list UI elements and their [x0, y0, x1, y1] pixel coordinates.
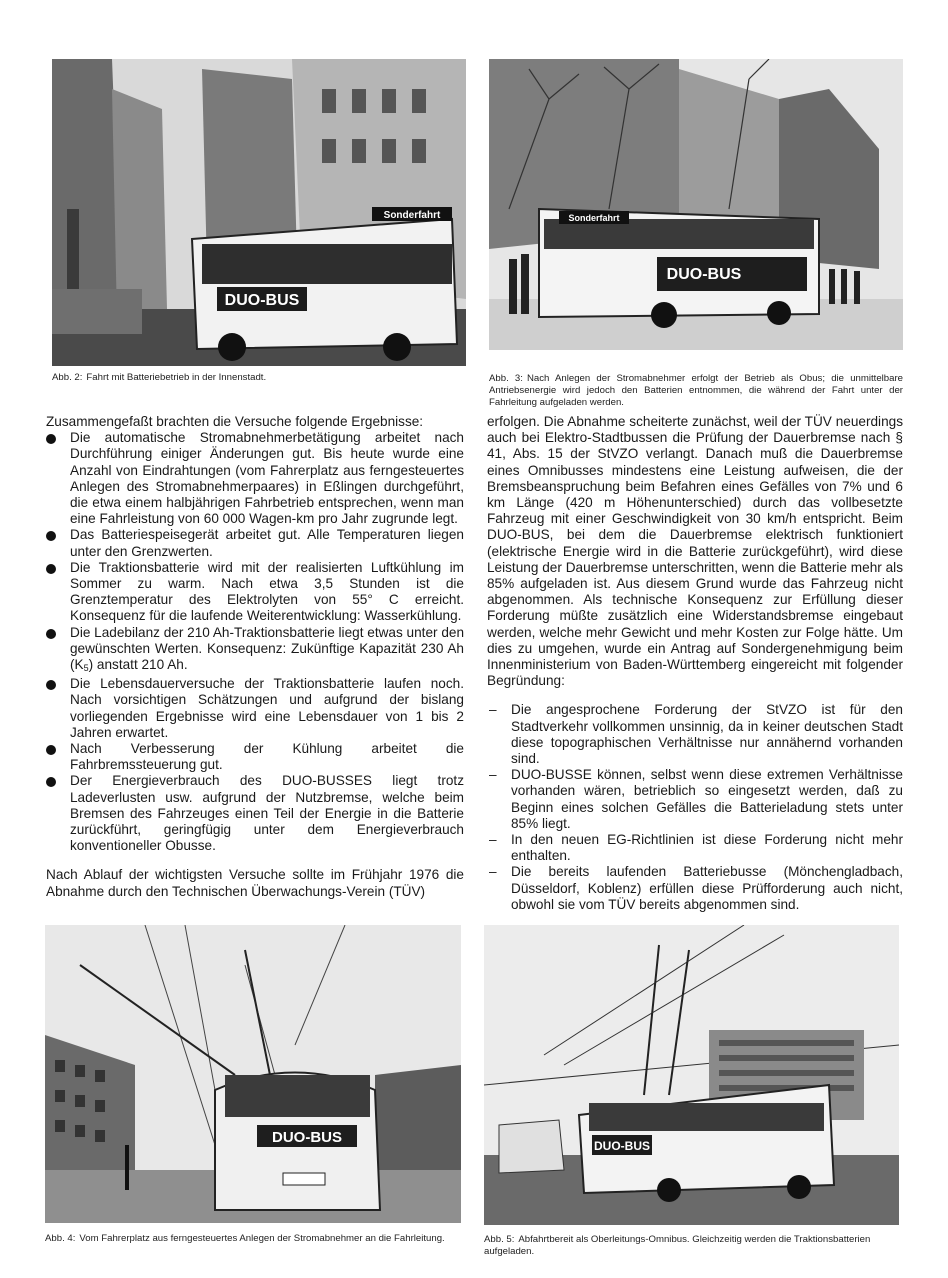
result-item-1-text: Die automatische Stromabnehmerbetätigung arbeitet nach Durchführung einiger Änderungen gut. Bis heute wurde eine Anzahl von Eindrahtungen (vom Fahrerplatz aus ferngesteuertes Anlegen des Stromabnehmerpaares) in Eßlingen durchgeführt, die etwa einem halbjährigen Fahrbetrieb entsprechen, wenn man eine Fahrleistung von 60 000 Wagen-km pro Jahr zugrunde legt. — [70, 430, 464, 527]
bullet-icon — [46, 777, 56, 787]
justification-item-3-text: In den neuen EG-Richtlinien ist diese Forderung nicht mehr enthalten. — [511, 832, 903, 864]
caption-abb-5 — [484, 1234, 899, 1258]
bullet-icon — [46, 680, 56, 690]
result-item-7-text: Der Energieverbrauch des DUO-BUSSES liegt trotz Ladeverlusten usw. aufgrund der Nutzbremse, welche beim Bremsen des Fahrzeuges einen Teil der Energie in die Batterie zurückführt, geringfügig unter dem Energieverbrauch konventioneller Obusse. — [70, 773, 464, 854]
right-paragraph: erfolgen. Die Abnahme scheiterte zunächst, weil der TÜV neuerdings auch bei Elektro-Stadtbussen die Prüfung der Dauerbremse nach § 41, Abs. 15 der StVZO verlangt. Danach muß die Dauerbremse eines Omnibusses mindestens eine Leistung aufweisen, die der Bremsbeanspruchung beim Befahren eines Gefälles von 7% und 6 km Länge (420 m Höhenunterschied) durch das vollbesetzte Fahrzeug mit einer Geschwindigkeit von 30 km/h entspricht. Beim DUO-BUS, bei dem die Dauerbremse elektrisch funktioniert (elektrische Energie wird in die Batterie zurückgeführt), wird diese Leistung der Dauerbremse unterschritten, wenn die Batterie mehr als 85% aufgeladen ist. Aus diesem Grund wurde das Fahrzeug nicht abgenommen. Als technische Konsequenz zur Erfüllung dieser Forderung müßte zusätzlich eine Widerstandsbremse eingebaut werden, welche mehr Gewicht und mehr Kosten zur Folge hätte. Um dies zu umgehen, wurde ein Antrag auf Sondergenehmigung beim Innenministerium von Baden-Württemberg eingereicht mit folgender Begründung: — [487, 414, 903, 689]
result-item-3-text: Die Traktionsbatterie wird mit der realisierten Luftkühlung im Sommer zu warm. Nach etwa 3,5 Stunden ist die Grenztemperatur des Elektrolyten von 55° C erreicht. Konsequenz für die laufende Weiterentwicklung: Wasserkühlung. — [70, 559, 464, 624]
photo-abb-4-drawing — [45, 925, 461, 1223]
left-intro: Zusammengefaßt brachten die Versuche folgende Ergebnisse: — [46, 414, 424, 429]
caption-abb-3-text: Nach Anlegen der Stromabnehmer erfolgt der Betrieb als Obus; die unmittelbare Antriebsenergie wird jedoch den Batterien entnommen, die während der Fahrt unter der Fahrleitung aufgeladen werden. — [489, 373, 904, 408]
photo-abb-4-bus-sign: DUO-BUS — [272, 1129, 342, 1146]
bullet-icon — [46, 745, 56, 755]
result-item-4-subscript: 5 — [83, 663, 89, 674]
result-item-4-text: Die Ladebilanz der 210 Ah-Traktionsbatterie liegt etwas unter den gewünschten Werten. Konsequenz: Zukünftige Kapazität 230 Ah (K — [70, 624, 464, 673]
result-item-4 — [46, 625, 464, 677]
result-item-4-text-end: ) anstatt 210 Ah. — [88, 657, 188, 673]
caption-abb-5-number: Abb. 5: — [484, 1234, 515, 1245]
justification-item-2 — [487, 767, 903, 832]
caption-abb-3-number: Abb. 3: — [489, 373, 523, 384]
caption-abb-3 — [489, 373, 903, 409]
photo-abb-5-drawing — [484, 925, 899, 1225]
right-column — [487, 414, 903, 913]
bullet-icon — [46, 564, 56, 574]
photo-abb-3 — [489, 59, 903, 350]
dash-marker: – — [489, 832, 497, 848]
left-column — [46, 414, 464, 900]
justification-list — [487, 702, 903, 913]
dash-marker: – — [489, 864, 497, 880]
photo-abb-2-dest-sign: Sonderfahrt — [383, 210, 441, 221]
result-item-7 — [46, 773, 464, 854]
photo-abb-2-drawing — [52, 59, 466, 366]
dash-marker: – — [489, 767, 497, 783]
photo-abb-2-bus-sign: DUO-BUS — [224, 292, 300, 309]
result-item-5 — [46, 676, 464, 741]
photo-abb-3-drawing — [489, 59, 903, 350]
justification-item-2-text: DUO-BUSSE können, selbst wenn diese extremen Verhältnisse vorhanden wären, betrieblich so eingesetzt werden, daß zu Beginn eines solchen Gefälles die Batterieladung stets unter 85% liegt. — [511, 767, 903, 831]
photo-abb-5 — [484, 925, 899, 1225]
bullet-icon — [46, 434, 56, 444]
photo-abb-5-bus-sign: DUO-BUS — [594, 1139, 650, 1153]
left-closing-paragraph: Nach Ablauf der wichtigsten Versuche sollte im Frühjahr 1976 die Abnahme durch den Technischen Überwachungs-Verein (TÜV) — [46, 867, 464, 899]
photo-abb-3-bus-sign: DUO-BUS — [666, 266, 742, 283]
result-item-3 — [46, 560, 464, 625]
result-item-1 — [46, 430, 464, 527]
caption-abb-2-number: Abb. 2: — [52, 372, 83, 383]
caption-abb-4-text: Vom Fahrerplatz aus ferngesteuertes Anlegen der Stromabnehmer an die Fahrleitung. — [79, 1233, 445, 1244]
bullet-icon — [46, 629, 56, 639]
result-item-5-text: Die Lebensdauerversuche der Traktionsbatterie laufen noch. Nach vorsichtigen Schätzungen und aufgrund der bislang vorliegenden Ergebnisse wird eine Lebensdauer von 1 bis 2 Jahren erwartet. — [70, 676, 464, 740]
justification-item-4 — [487, 864, 903, 913]
justification-item-4-text: Die bereits laufenden Batteriebusse (Mönchengladbach, Düsseldorf, Koblenz) erfüllen diese Prüfforderung auch nicht, obwohl sie vom TÜV bereits abgenommen sind. — [511, 864, 903, 912]
caption-abb-5-text: Abfahrtbereit als Oberleitungs-Omnibus. Gleichzeitig werden die Traktionsbatterien aufgeladen. — [484, 1234, 871, 1257]
caption-abb-2-text: Fahrt mit Batteriebetrieb in der Innenstadt. — [86, 372, 267, 383]
results-list — [46, 430, 464, 854]
dash-marker: – — [489, 702, 497, 718]
photo-abb-3-dest-sign: Sonderfahrt — [568, 213, 620, 223]
result-item-6 — [46, 741, 464, 773]
photo-abb-2 — [52, 59, 466, 366]
caption-abb-4 — [45, 1233, 461, 1245]
justification-item-1 — [487, 702, 903, 767]
result-item-2 — [46, 527, 464, 559]
caption-abb-4-number: Abb. 4: — [45, 1233, 76, 1244]
justification-item-1-text: Die angesprochene Forderung der StVZO ist für den Stadtverkehr vollkommen unsinnig, da in keiner deutschen Stadt diese topographischen Verhältnisse nur annähernd vorhanden sind. — [511, 702, 903, 767]
result-item-2-text: Das Batteriespeisegerät arbeitet gut. Alle Temperaturen liegen unter den Grenzwerten. — [70, 527, 464, 559]
justification-item-3 — [487, 832, 903, 864]
caption-abb-2 — [52, 372, 466, 384]
bullet-icon — [46, 531, 56, 541]
result-item-6-text: Nach Verbesserung der Kühlung arbeitet die Fahrbremssteuerung gut. — [70, 741, 464, 773]
photo-abb-4 — [45, 925, 461, 1223]
